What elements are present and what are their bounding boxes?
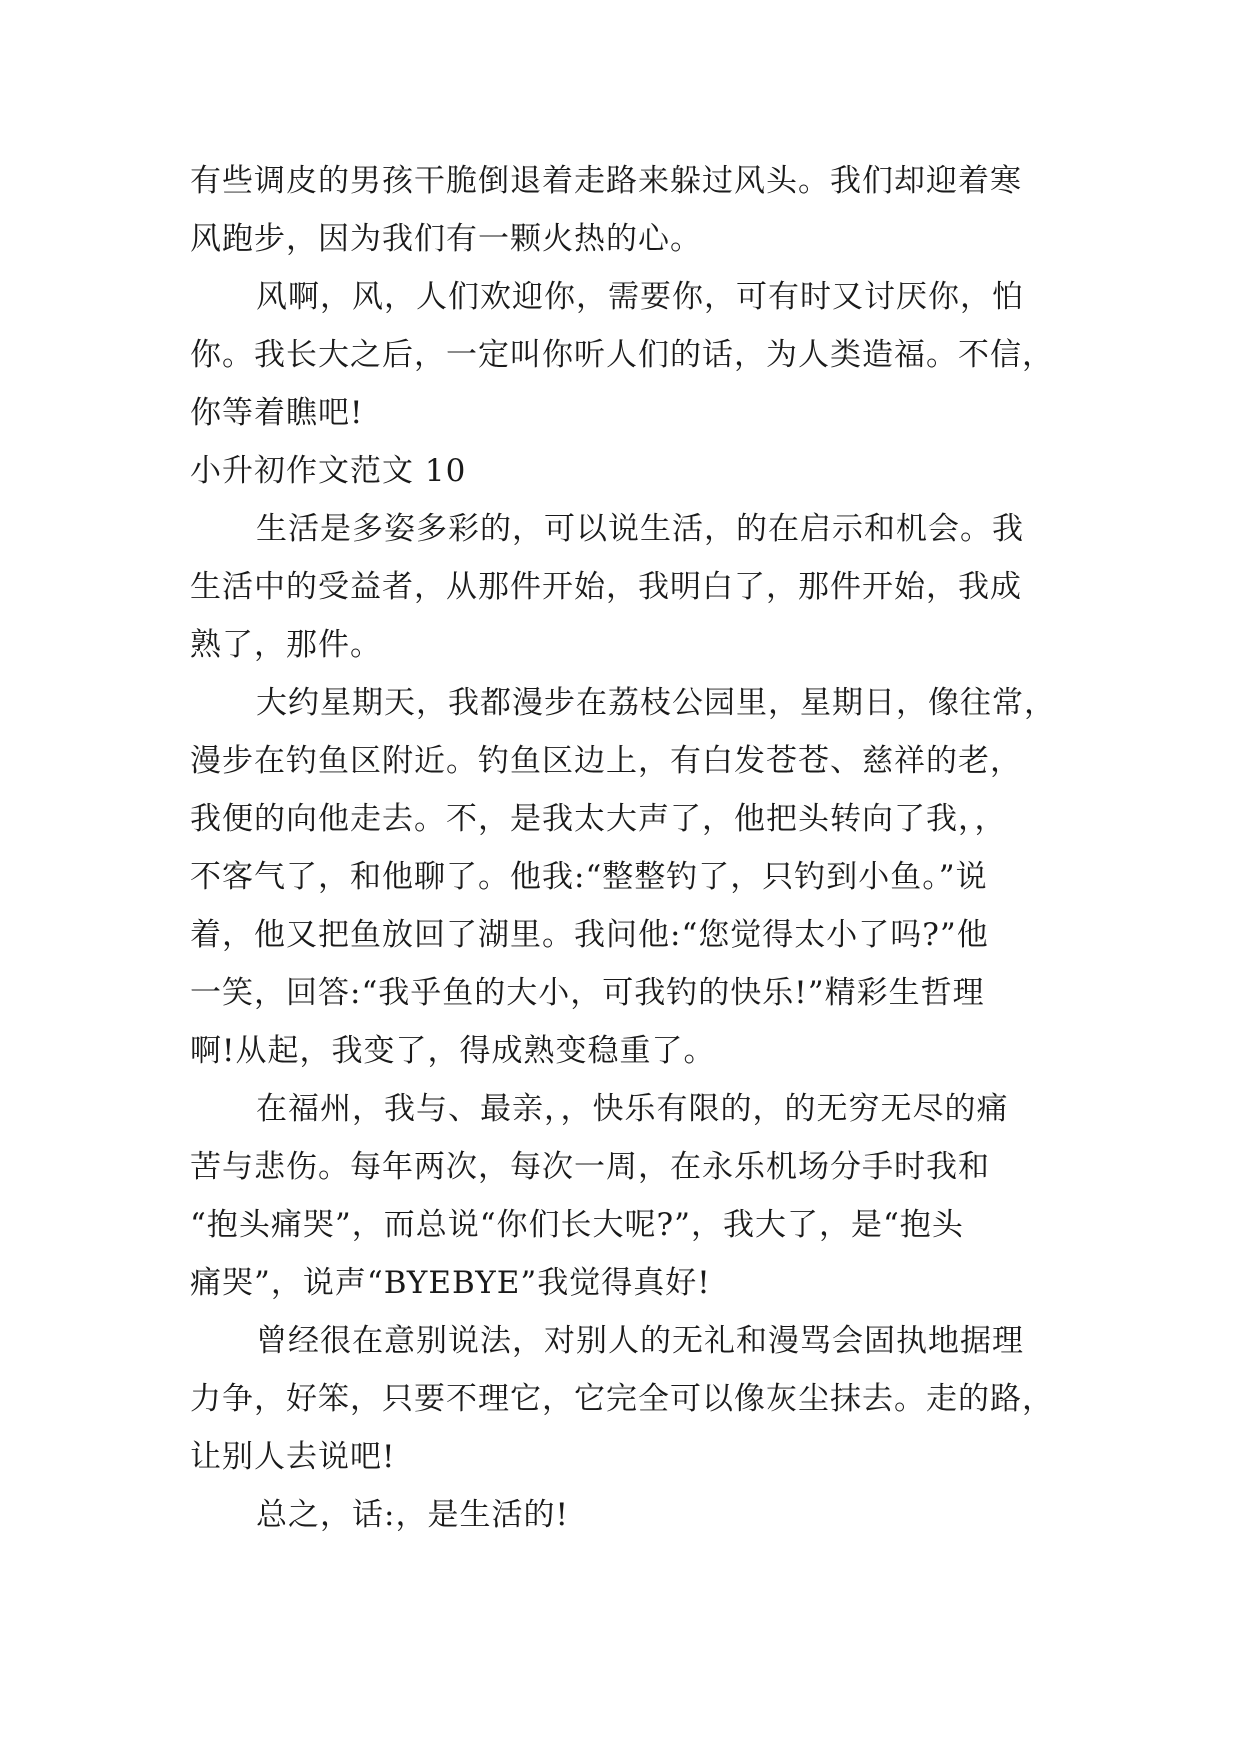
text-line: 生活是多姿多彩的，可以说生活，的在启示和机会。我 bbox=[256, 511, 1024, 547]
text-line: 大约星期天，我都漫步在荔枝公园里，星期日，像往常， bbox=[256, 685, 1056, 721]
text-line: 让别人去说吧! bbox=[190, 1439, 396, 1475]
text-line: 熟了，那件。 bbox=[190, 627, 382, 663]
text-line: 你等着瞧吧! bbox=[190, 395, 364, 431]
text-line: 风啊，风，人们欢迎你，需要你，可有时又讨厌你，怕 bbox=[256, 279, 1024, 315]
text-line: 在福州，我与、最亲，，快乐有限的，的无穷无尽的痛 bbox=[256, 1091, 1009, 1127]
text-line: 漫步在钓鱼区附近。钓鱼区边上，有白发苍苍、慈祥的老， bbox=[190, 743, 1022, 779]
text-line: 一笑，回答:“我乎鱼的大小，可我钓的快乐!”精彩生哲理 bbox=[190, 975, 985, 1011]
text-line: 着，他又把鱼放回了湖里。我问他:“您觉得太小了吗?”他 bbox=[190, 917, 989, 953]
text-line: 总之，话:，是生活的! bbox=[256, 1497, 569, 1533]
text-line: 我便的向他走去。不，是我太大声了，他把头转向了我，， bbox=[190, 801, 1007, 837]
text-line: “抱头痛哭”，而总说“你们长大呢?”，我大了，是“抱头 bbox=[190, 1207, 964, 1243]
text-line: 风跑步，因为我们有一颗火热的心。 bbox=[190, 221, 702, 257]
text-line: 力争，好笨，只要不理它，它完全可以像灰尘抹去。走的路， bbox=[190, 1381, 1054, 1417]
text-line: 有些调皮的男孩干脆倒退着走路来躲过风头。我们却迎着寒 bbox=[190, 163, 1022, 199]
text-line: 痛哭”，说声“BYEBYE”我觉得真好! bbox=[190, 1265, 711, 1301]
text-line: 曾经很在意别说法，对别人的无礼和漫骂会固执地据理 bbox=[256, 1323, 1024, 1359]
text-line: 生活中的受益者，从那件开始，我明白了，那件开始，我成 bbox=[190, 569, 1022, 605]
text-line: 你。我长大之后，一定叫你听人们的话，为人类造福。不信， bbox=[190, 337, 1054, 373]
text-line: 苦与悲伤。每年两次，每次一周，在永乐机场分手时我和 bbox=[190, 1149, 990, 1185]
section-heading: 小升初作文范文 10 bbox=[190, 453, 467, 489]
text-line: 啊!从起，我变了，得成熟变稳重了。 bbox=[190, 1033, 716, 1069]
document-body bbox=[190, 152, 1055, 1544]
text-line: 不客气了，和他聊了。他我:“整整钓了，只钓到小鱼。”说 bbox=[190, 859, 988, 895]
